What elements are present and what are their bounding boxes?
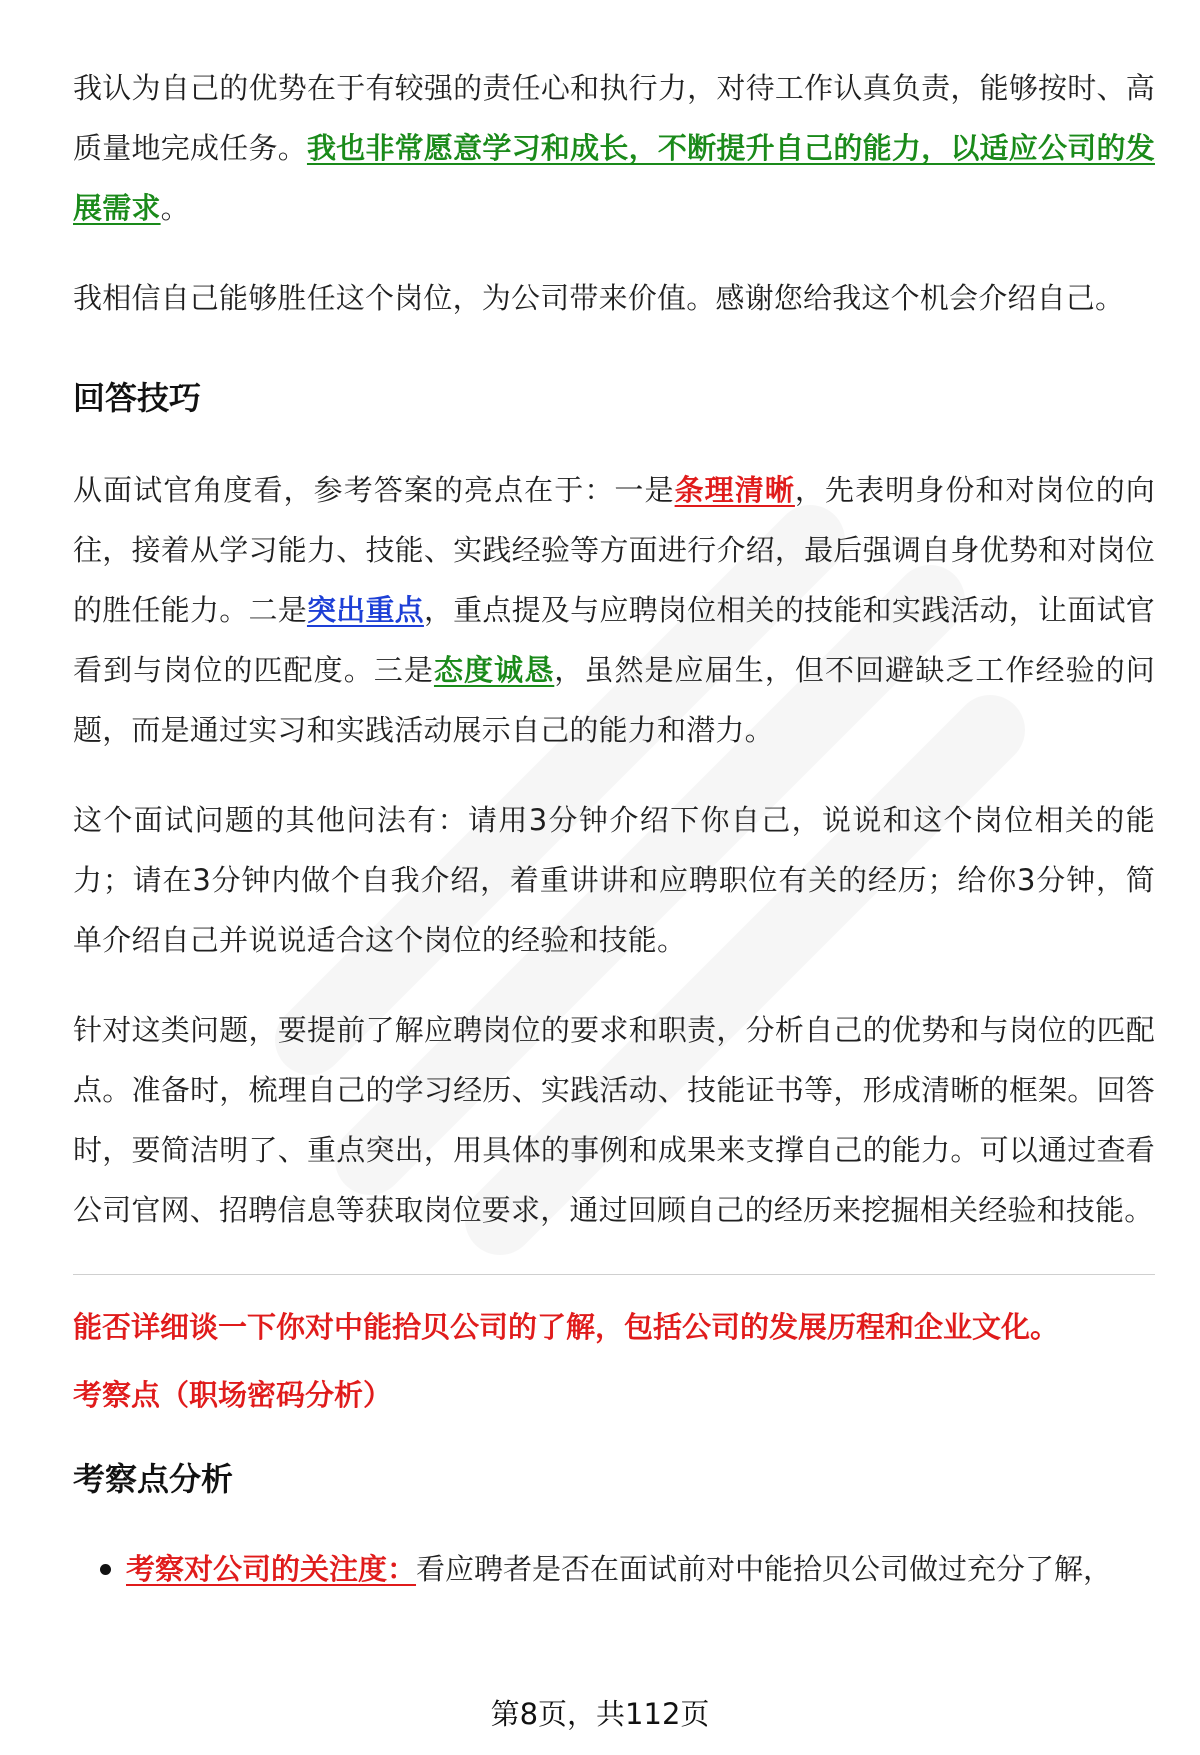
page-number-footer: 第8页，共112页 (490, 1697, 710, 1731)
question-title: 能否详细谈一下你对中能拾贝公司的了解，包括公司的发展历程和企业文化。 (73, 1310, 1060, 1344)
paragraph-preparation: 针对这类问题，要提前了解应聘岗位的要求和职责，分析自己的优势和与岗位的匹配点。准备时，梳理自己的学习经历、实践活动、技能证书等，形成清晰的框架。回答时，要简洁明了、重点突出，用具体的事例和成果来支撑自己的能力。可以通过查看公司官网、招聘信息等获取岗位要求，通过回顾自己的经历来挖掘相关经验和技能。 (73, 1013, 1155, 1227)
highlight-green-growth: 我也非常愿意学习和成长，不断提升自己的能力，以适应公司的发展需求 (73, 131, 1155, 225)
highlight-blue-focus: 突出重点 (306, 593, 424, 627)
list-item (73, 1547, 1155, 1591)
paragraph-closing: 我相信自己能够胜任这个岗位，为公司带来价值。感谢您给我这个机会介绍自己。 (73, 281, 1125, 315)
section-divider (73, 1274, 1155, 1275)
tips-text-2: ，先表明身份和对岗位的向往，接着从学习能力、技能、实践经验等方面进行介绍，最后强调自身优势和对岗位的胜任能力。二是 (73, 473, 1155, 627)
highlight-red-clear: 条理清晰 (674, 473, 795, 507)
heading-exam-analysis: 考察点分析 (73, 1460, 234, 1498)
paragraph-strengths-end: 。 (160, 191, 190, 225)
paragraph-interviewer-view (73, 460, 1155, 760)
tips-text-4: ，虽然是应届生，但不回避缺乏工作经验的问题，而是通过实习和实践活动展示自己的能力和潜力。 (73, 653, 1155, 747)
analysis-bullet-list (73, 1547, 1155, 1591)
highlight-green-sincere: 态度诚恳 (433, 653, 555, 687)
paragraph-strengths (73, 58, 1155, 238)
tips-text-3: ，重点提及与应聘岗位相关的技能和实践活动，让面试官看到与岗位的匹配度。三是 (73, 593, 1155, 687)
exam-point-label: 考察点（职场密码分析） (73, 1378, 393, 1412)
bullet-label: 考察对公司的关注度： (126, 1552, 417, 1586)
document-page (73, 58, 1155, 1591)
tips-text-1: 从面试官角度看，参考答案的亮点在于：一是 (73, 473, 675, 507)
heading-answer-tips: 回答技巧 (73, 379, 202, 417)
paragraph-strengths-text: 我认为自己的优势在于有较强的责任心和执行力，对待工作认真负责，能够按时、高质量地完成任务。 (73, 71, 1155, 165)
bullet-dot-icon (100, 1564, 111, 1575)
paragraph-other-phrasings: 这个面试问题的其他问法有：请用3分钟介绍下你自己，说说和这个岗位相关的能力；请在3分钟内做个自我介绍，着重讲讲和应聘职位有关的经历；给你3分钟，简单介绍自己并说说适合这个岗位的经验和技能。 (73, 803, 1155, 957)
bullet-text: 看应聘者是否在面试前对中能拾贝公司做过充分了解， (416, 1552, 1113, 1586)
